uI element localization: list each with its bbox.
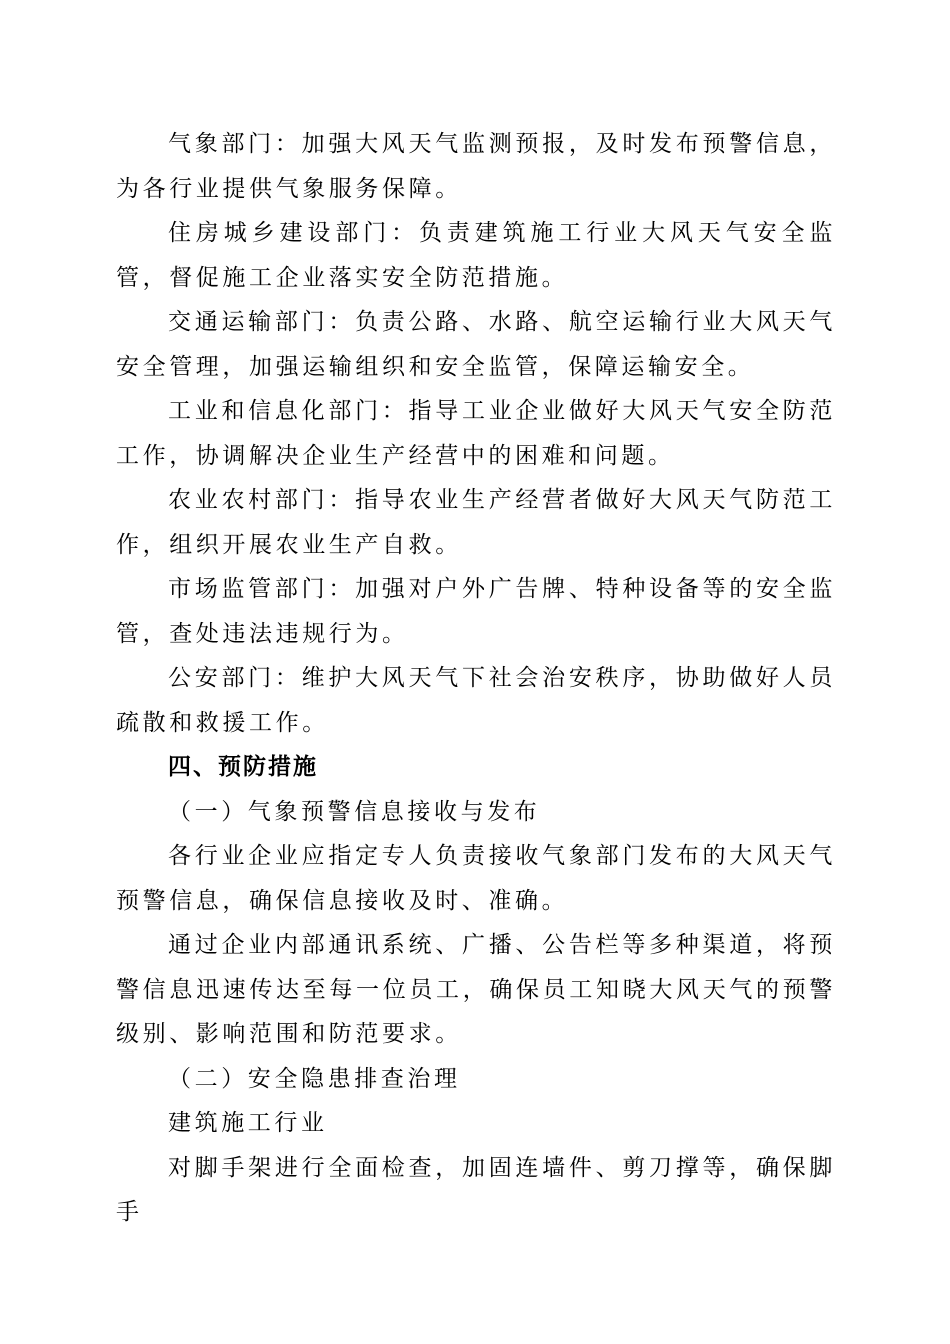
paragraph-industry-it-dept: 工业和信息化部门：指导工业企业做好大风天气安全防范工作，协调解决企业生产经营中的困难和问题。 <box>116 398 836 469</box>
section-heading-prevention: 四、预防措施 <box>168 754 318 780</box>
paragraph-market-regulation-dept: 市场监管部门：加强对户外广告牌、特种设备等的安全监管，查处违法违规行为。 <box>116 576 836 647</box>
paragraph-scaffold-check: 对脚手架进行全面检查，加固连墙件、剪刀撑等，确保脚手 <box>116 1154 836 1225</box>
subsection-title-warning-info: （一）气象预警信息接收与发布 <box>168 798 541 825</box>
document-body <box>116 122 836 1235</box>
paragraph-public-security-dept: 公安部门：维护大风天气下社会治安秩序，协助做好人员疏散和救援工作。 <box>116 665 836 736</box>
item-title-construction: 建筑施工行业 <box>168 1110 328 1136</box>
paragraph-warning-receive: 各行业企业应指定专人负责接收气象部门发布的大风天气预警信息，确保信息接收及时、准确。 <box>116 843 836 914</box>
paragraph-warning-broadcast: 通过企业内部通讯系统、广播、公告栏等多种渠道，将预警信息迅速传达至每一位员工，确保员工知晓大风天气的预警级别、影响范围和防范要求。 <box>116 932 836 1047</box>
paragraph-meteorology-dept: 气象部门：加强大风天气监测预报，及时发布预警信息，为各行业提供气象服务保障。 <box>116 131 836 202</box>
paragraph-agriculture-dept: 农业农村部门：指导农业生产经营者做好大风天气防范工作，组织开展农业生产自救。 <box>116 487 836 558</box>
paragraph-housing-construction-dept: 住房城乡建设部门：负责建筑施工行业大风天气安全监管，督促施工企业落实安全防范措施。 <box>116 220 836 291</box>
paragraph-transport-dept: 交通运输部门：负责公路、水路、航空运输行业大风天气安全管理，加强运输组织和安全监管，保障运输安全。 <box>116 309 836 380</box>
subsection-title-hazard-check: （二）安全隐患排查治理 <box>168 1065 461 1092</box>
